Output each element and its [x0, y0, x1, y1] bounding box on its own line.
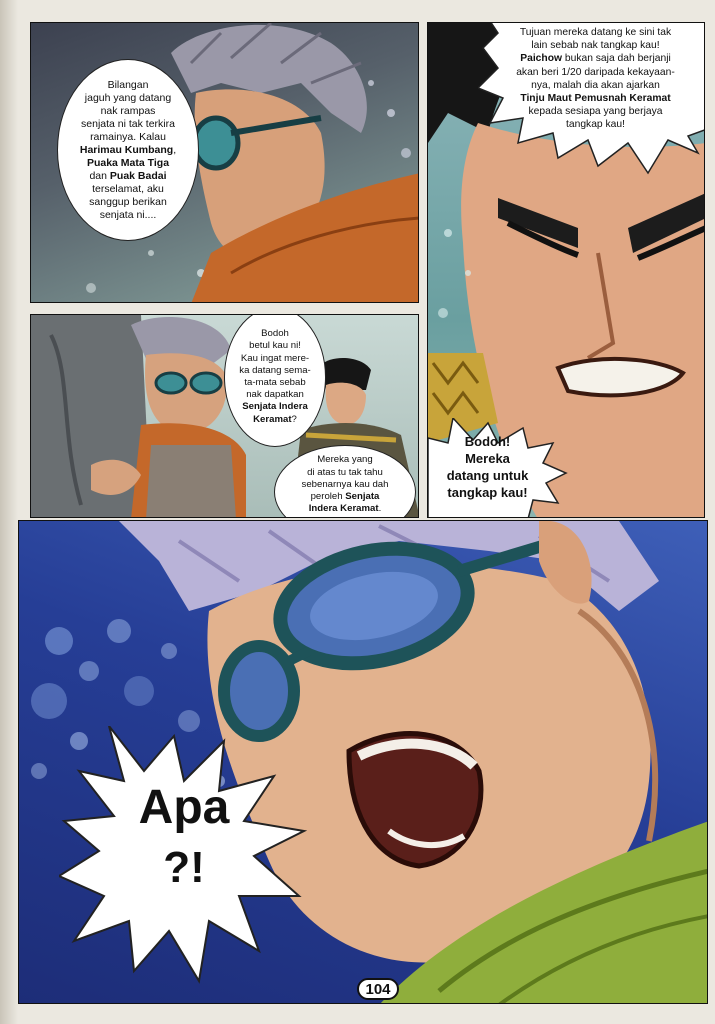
- panel-1-speech-bubble: [57, 59, 199, 241]
- panel-3-speech-text-2: [302, 454, 389, 515]
- panel-1-speech-line: Bilangan: [107, 78, 149, 91]
- panel-3-speech-2-line: sebenarnya kau dah: [301, 478, 389, 490]
- panel-2-narration-line: Tinju Maut Pemusnah Keramat: [520, 93, 671, 105]
- panel-3-speech-2-line: Mereka yang: [317, 454, 373, 466]
- panel-3-speech-1-line: Senjata Indera: [242, 401, 308, 413]
- panel-3-speech-1-line: nak dapatkan: [246, 389, 304, 401]
- panel-2-narration-line: akan beri 1/20 daripada kekayaan-: [516, 66, 675, 78]
- panel-1: [30, 22, 419, 303]
- panel-1-speech-line: sanggup berikan: [89, 195, 167, 208]
- panel-2-shout-line: Bodoh!: [464, 434, 511, 449]
- panel-2-shout-text: [427, 433, 555, 501]
- panel-1-speech-line: Puaka Mata Tiga: [86, 156, 170, 169]
- panel-3-speech-1-line: Bodoh: [261, 328, 289, 340]
- panel-1-speech-line: ramainya. Kalau: [90, 130, 166, 143]
- panel-1-speech-line: nak rampas: [100, 104, 156, 117]
- panel-1-speech-line: dan Puak Badai: [89, 169, 167, 182]
- panel-2-shout-line: tangkap kau!: [447, 485, 528, 500]
- panel-3-speech-text-1: [239, 328, 310, 426]
- panel-2-shout-line: Mereka: [465, 451, 510, 466]
- panel-1-speech-line: terselamat, aku: [92, 182, 164, 195]
- panel-2-narration-line: lain sebab nak tangkap kau!: [531, 40, 660, 52]
- panel-1-speech-text: [80, 79, 176, 222]
- panel-2-narration-line: Tujuan mereka datang ke sini tak: [519, 27, 672, 38]
- panel-2-narration-line: kepada sesiapa yang berjaya: [528, 106, 663, 118]
- panel-3-speech-1-line: ta-mata sebab: [244, 377, 306, 388]
- panel-2-narration-text: [488, 26, 703, 132]
- panel-2-narration-line: Paichow bukan saja dah berjanji: [520, 53, 671, 65]
- panel-3-speech-1-line: ka datang sema-: [239, 364, 311, 376]
- panel-2-shout-line: datang untuk: [446, 468, 529, 483]
- panel-2: [427, 22, 705, 518]
- page-spine-shadow: [0, 0, 18, 1024]
- panel-1-speech-line: senjata ni tak terkira: [81, 117, 175, 130]
- panel-3-speech-2-line: peroleh Senjata: [310, 491, 380, 503]
- panel-1-speech-line: senjata ni....: [99, 208, 157, 221]
- panel-1-speech-line: jaguh yang datang: [84, 91, 172, 104]
- panel-3-speech-1-line: Kau ingat mere-: [240, 352, 310, 364]
- page-number: 104: [357, 978, 399, 1000]
- panel-4: [18, 520, 708, 1004]
- panel-3-speech-2-line: di atas tu tak tahu: [307, 466, 383, 478]
- panel-2-narration-line: nya, malah dia akan ajarkan: [531, 79, 660, 91]
- panel-3-speech-2-line: Indera Keramat.: [308, 503, 382, 515]
- panel-4-exclaim-word: Apa: [138, 781, 230, 834]
- panel-2-narration-line: tangkap kau!: [566, 119, 625, 131]
- panel-1-speech-line: Harimau Kumbang,: [79, 143, 177, 156]
- panel-3-speech-1-line: Keramat?: [253, 413, 297, 425]
- panel-3: [30, 314, 419, 518]
- panel-3-speech-1-line: betul kau ni!: [249, 340, 301, 352]
- panel-4-exclaim-marks: ?!: [163, 843, 205, 892]
